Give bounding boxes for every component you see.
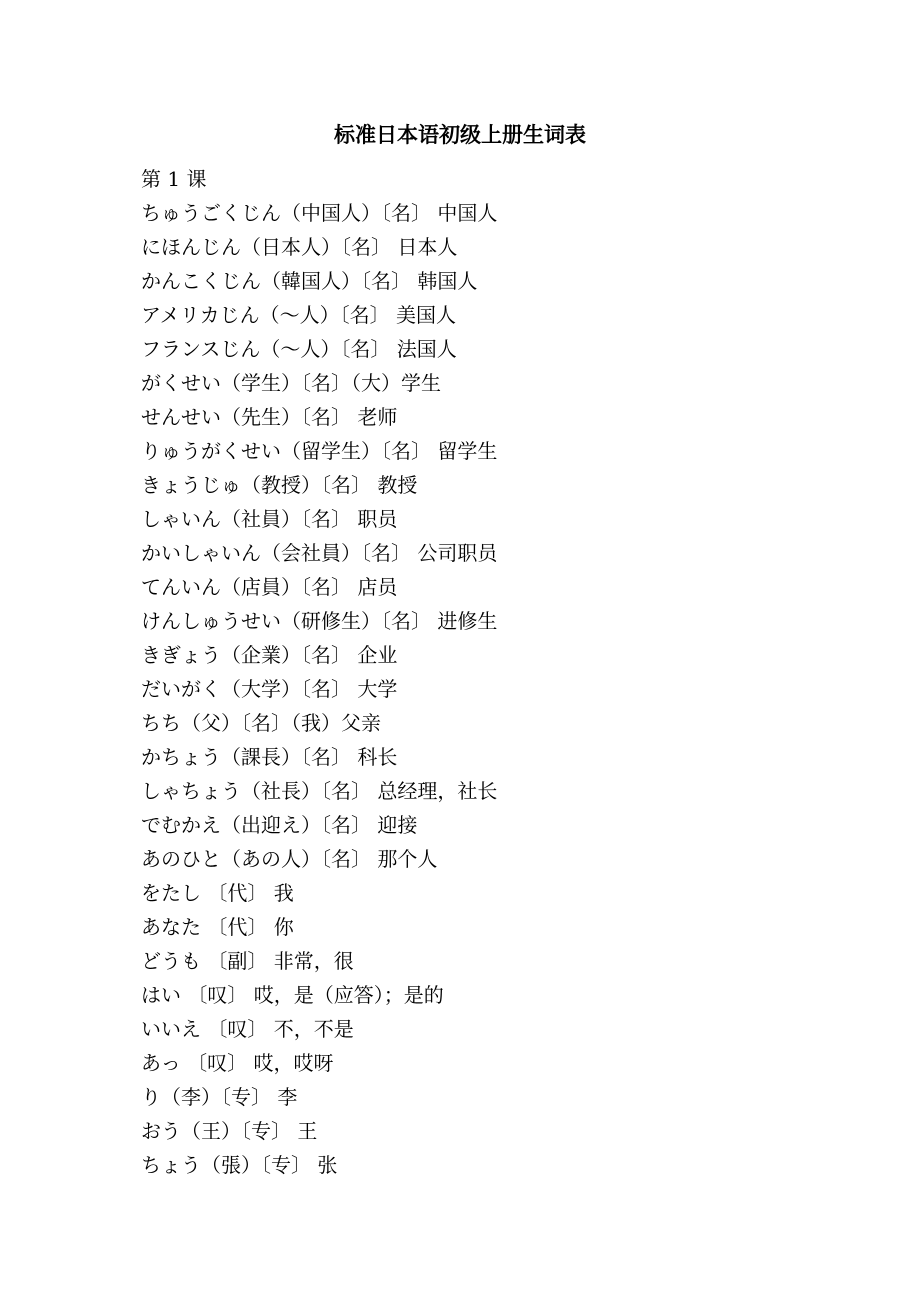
vocabulary-entry: にほんじん（日本人）〔名〕 日本人 [141, 235, 458, 259]
vocabulary-entry: ちょう（張）〔专〕 张 [141, 1153, 338, 1177]
vocabulary-entry: り（李）〔专〕 李 [141, 1085, 298, 1109]
vocabulary-entry: あのひと（あの人）〔名〕 那个人 [141, 847, 438, 871]
vocabulary-entry: かちょう（課長）〔名〕 科长 [141, 745, 398, 769]
vocabulary-entry: きぎょう（企業）〔名〕 企业 [141, 643, 398, 667]
vocabulary-entry: せんせい（先生）〔名〕 老师 [141, 405, 398, 429]
vocabulary-entry: フランスじん（～人）〔名〕 法国人 [141, 337, 457, 361]
vocabulary-entry: ちゅうごくじん（中国人）〔名〕 中国人 [141, 201, 498, 225]
vocabulary-entry: いいえ 〔叹〕 不，不是 [141, 1017, 354, 1041]
vocabulary-entry: しゃいん（社員）〔名〕 职员 [141, 507, 398, 531]
vocabulary-entry: しゃちょう（社長）〔名〕 总经理，社长 [141, 779, 498, 803]
vocabulary-entry: をたし 〔代〕 我 [141, 881, 294, 905]
vocabulary-entry: あなた 〔代〕 你 [141, 915, 294, 939]
vocabulary-entry: どうも 〔副〕 非常，很 [141, 949, 354, 973]
lesson-heading: 第 1 课 [141, 167, 207, 191]
vocabulary-entry: でむかえ（出迎え）〔名〕 迎接 [141, 813, 418, 837]
vocabulary-list [141, 196, 497, 1182]
vocabulary-entry: てんいん（店員）〔名〕 店员 [141, 575, 398, 599]
vocabulary-entry: はい 〔叹〕 哎，是（应答）；是的 [141, 983, 444, 1007]
vocabulary-entry: がくせい（学生）〔名〕（大）学生 [141, 371, 441, 395]
vocabulary-entry: りゅうがくせい（留学生）〔名〕 留学生 [141, 439, 498, 463]
vocabulary-entry: あっ 〔叹〕 哎，哎呀 [141, 1051, 334, 1075]
vocabulary-entry: かいしゃいん（会社員）〔名〕 公司职员 [141, 541, 498, 565]
vocabulary-entry: きょうじゅ（教授）〔名〕 教授 [141, 473, 418, 497]
vocabulary-entry: ちち（父）〔名〕（我）父亲 [141, 711, 381, 735]
document-title: 标准日本语初级上册生词表 [334, 122, 586, 147]
vocabulary-entry: けんしゅうせい（研修生）〔名〕 进修生 [141, 609, 498, 633]
vocabulary-entry: だいがく（大学）〔名〕 大学 [141, 677, 398, 701]
vocabulary-entry: アメリカじん（～人）〔名〕 美国人 [141, 303, 456, 327]
vocabulary-entry: かんこくじん（韓国人）〔名〕 韩国人 [141, 269, 478, 293]
vocabulary-entry: おう（王）〔专〕 王 [141, 1119, 318, 1143]
